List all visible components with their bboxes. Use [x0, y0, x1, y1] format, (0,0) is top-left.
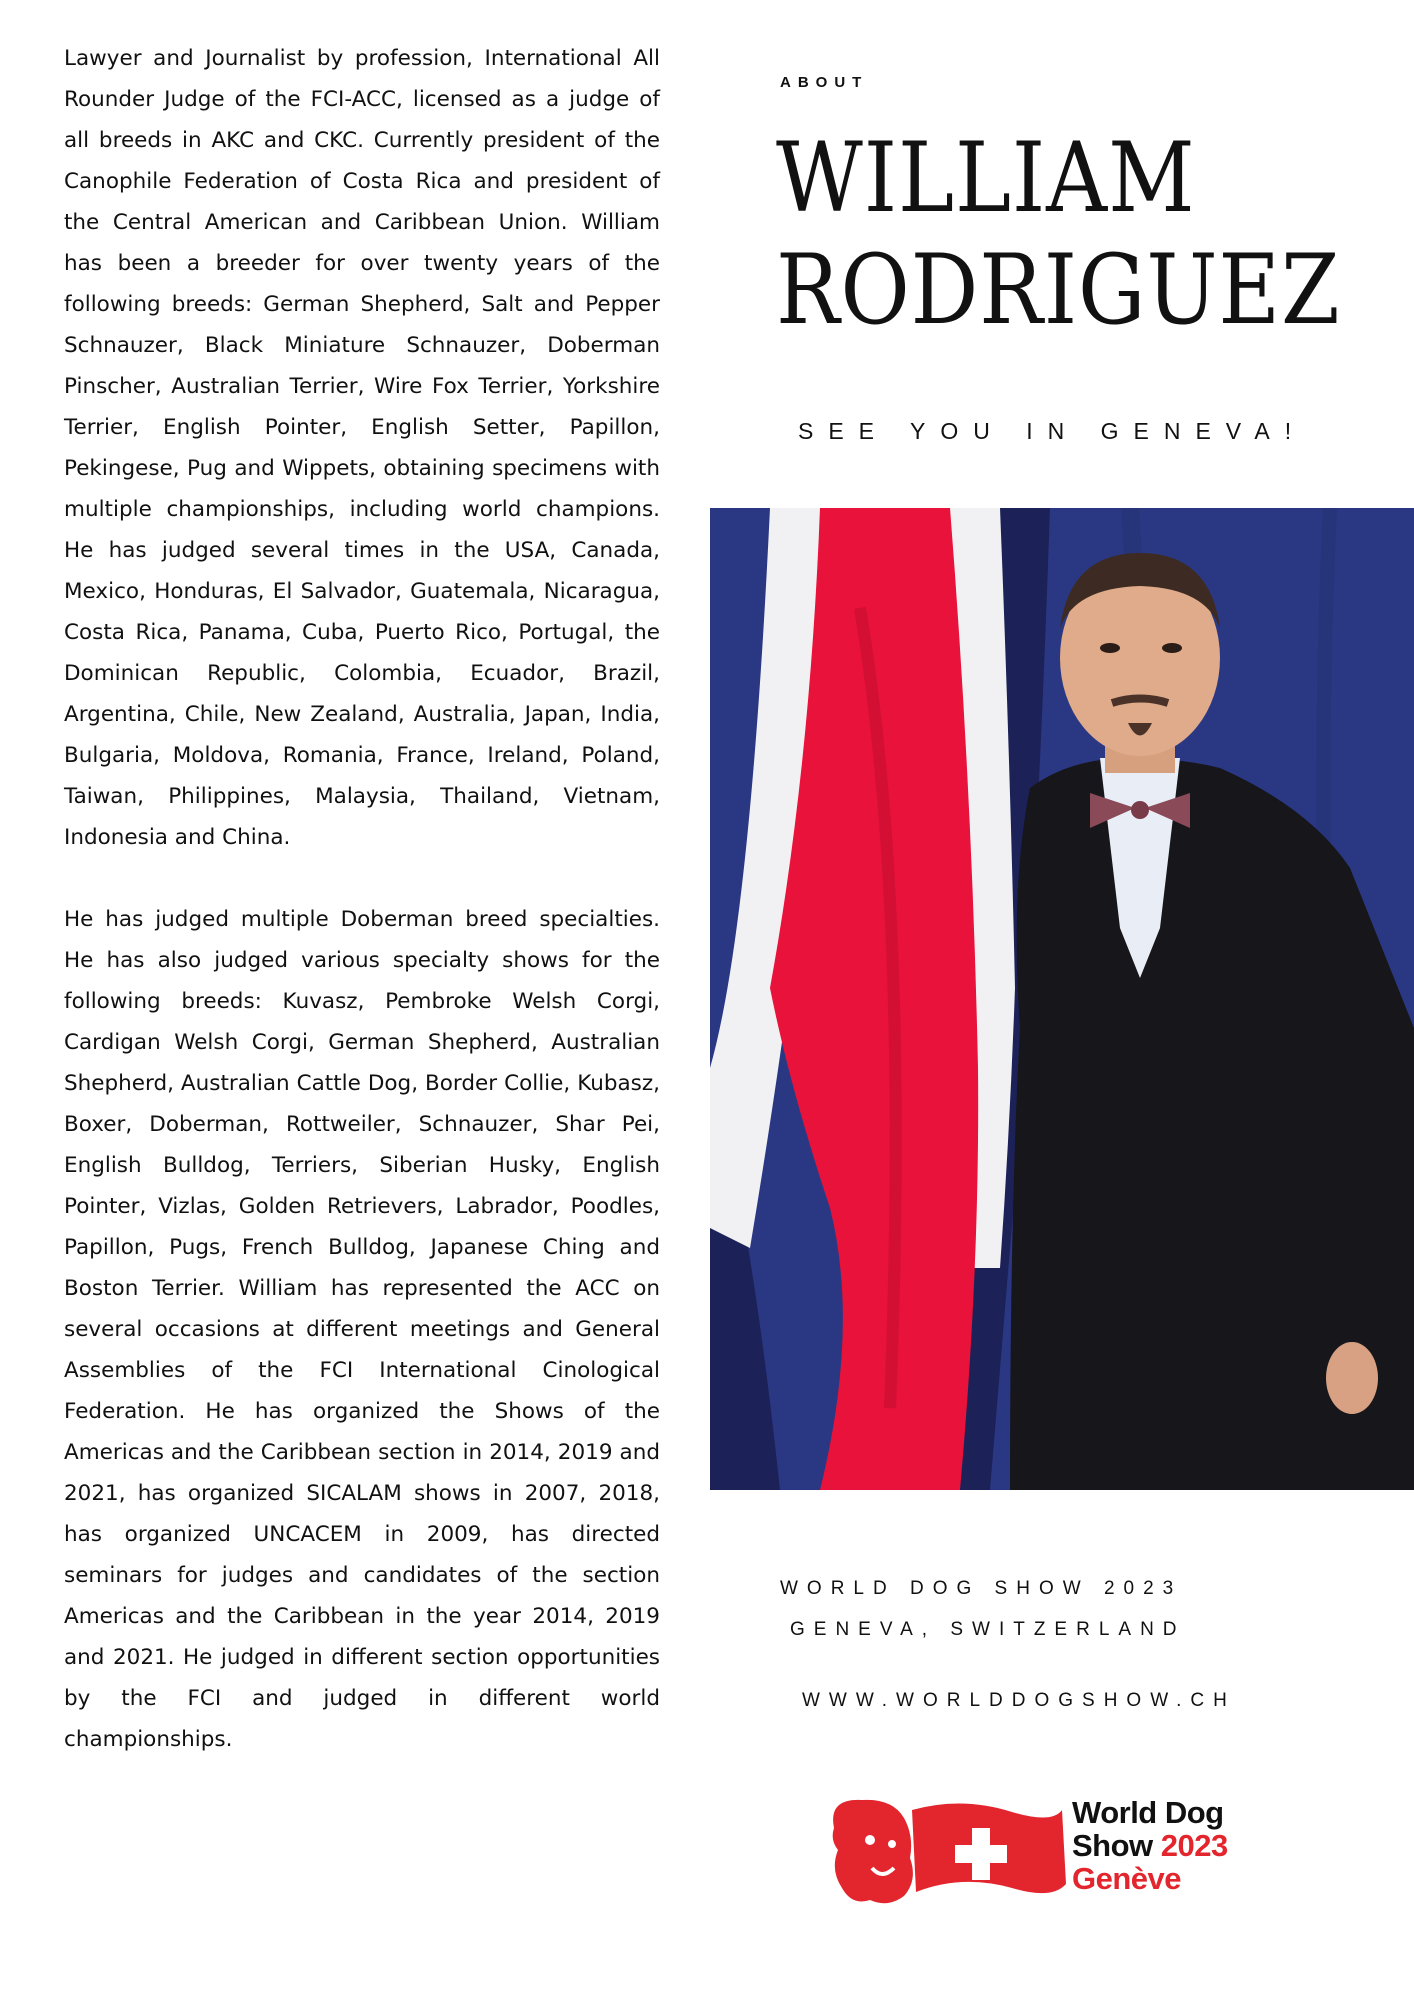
- website-link[interactable]: WWW.WORLDDOGSHOW.CH: [802, 1690, 1236, 1711]
- logo-line-3: Genève: [1072, 1861, 1182, 1896]
- portrait-photo: [710, 508, 1414, 1490]
- judge-last-name: RODRIGUEZ: [776, 234, 1341, 346]
- portrait-illustration: [710, 508, 1414, 1490]
- show-info: [780, 1568, 1414, 1650]
- biography: [64, 38, 660, 1760]
- logo-line-2: [1072, 1829, 1228, 1862]
- hand: [1326, 1342, 1378, 1414]
- bio-paragraph-1: Lawyer and Journalist by profession, International All Rounder Judge of the FCI-ACC, licensed as a judge of all breeds in AKC and CKC. Currently president of the Canophile Federation of Costa Rica and president of the Central American and Caribbean Union. William has been a breeder for over twenty years of the following breeds: German Shepherd, Salt and Pepper Schnauzer, Black Miniature Schnauzer, Doberman Pinscher, Australian Terrier, Wire Fox Terrier, Yorkshire Terrier, English Pointer, English Setter, Papillon, Pekingese, Pug and Wippets, obtaining specimens with multiple championships, including world champions. He has judged several times in the USA, Canada, Mexico, Honduras, El Salvador, Guatemala, Nicaragua, Costa Rica, Panama, Cuba, Puerto Rico, Portugal, the Dominican Republic, Colombia, Ecuador, Brazil, Argentina, Chile, New Zealand, Australia, Japan, India, Bulgaria, Moldova, Romania, France, Ireland, Poland, Taiwan, Philippines, Malaysia, Thailand, Vietnam, Indonesia and China.: [64, 46, 660, 850]
- logo-wordmark: [1072, 1796, 1228, 1895]
- bio-paragraph-2: He has judged multiple Doberman breed specialties. He has also judged various specialty shows for the following breeds: Kuvasz, Pembroke Welsh Corgi, Cardigan Welsh Corgi, German Shepherd, Australian Shepherd, Australian Cattle Dog, Border Collie, Kubasz, Boxer, Doberman, Rottweiler, Schnauzer, Shar Pei, English Bulldog, Terriers, Siberian Husky, English Pointer, Vizlas, Golden Retrievers, Labrador, Poodles, Papillon, Pugs, French Bulldog, Japanese Ching and Boston Terrier. William has represented the ACC on several occasions at different meetings and General Assemblies of the FCI International Cinological Federation. He has organized the Shows of the Americas and the Caribbean section in 2014, 2019 and 2021, has organized SICALAM shows in 2007, 2018, has organized UNCACEM in 2009, has directed seminars for judges and candidates of the section Americas and the Caribbean in the year 2014, 2019 and 2021. He judged in different section opportunities by the FCI and judged in different world championships.: [64, 907, 660, 1752]
- about-label: ABOUT: [780, 74, 869, 91]
- show-location: GENEVA, SWITZERLAND: [790, 1619, 1186, 1640]
- mustache: [1112, 699, 1168, 704]
- tagline: SEE YOU IN GENEVA!: [798, 418, 1307, 444]
- logo-line-1: World Dog: [1072, 1795, 1224, 1830]
- judge-first-name: WILLIAM: [776, 122, 1196, 234]
- logo-year: 2023: [1160, 1828, 1228, 1863]
- show-title: WORLD DOG SHOW 2023: [780, 1578, 1183, 1599]
- logo-show: Show: [1072, 1828, 1153, 1863]
- judge-name: [776, 122, 1341, 346]
